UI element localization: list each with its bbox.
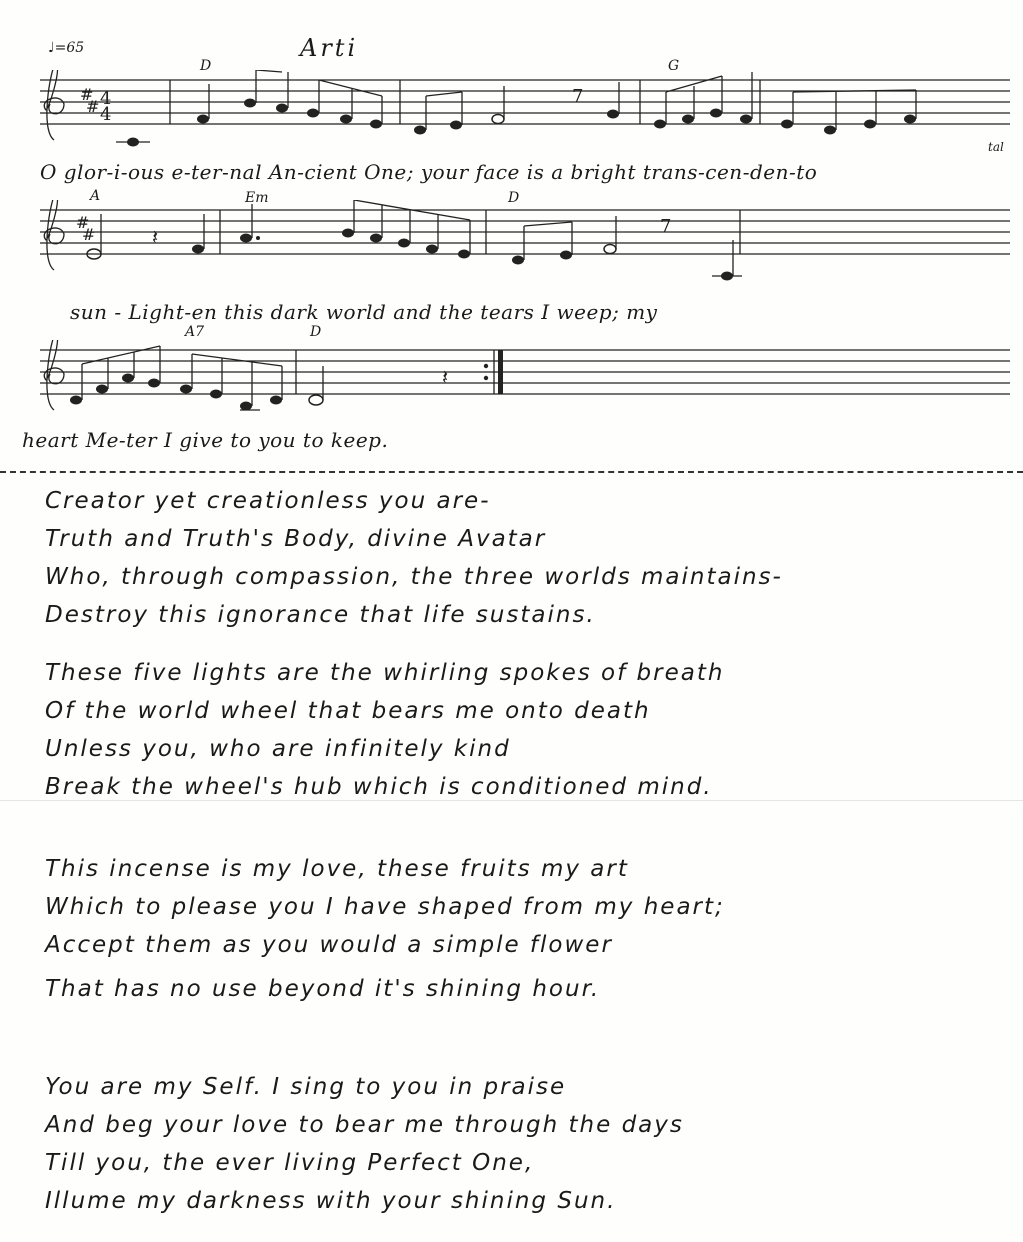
lyric-fragment: tal <box>988 140 1004 154</box>
verse-line: That has no use beyond it's shining hour. <box>45 976 601 1002</box>
verse-line: This incense is my love, these fruits my art <box>45 856 629 882</box>
song-title: Arti <box>300 34 359 62</box>
verse-line: And beg your love to bear me through the days <box>45 1112 684 1138</box>
stanza-1 <box>45 482 783 634</box>
verse-line: Illume my darkness with your shining Sun. <box>45 1188 617 1214</box>
verse-line: You are my Self. I sing to you in praise <box>45 1074 567 1100</box>
svg-text:#: # <box>86 97 100 116</box>
svg-text:𝄽: 𝄽 <box>442 365 449 389</box>
lyrics-line-3: heart Me-ter I give to you to keep. <box>22 428 389 452</box>
svg-text:#: # <box>80 85 94 104</box>
verse-line: Truth and Truth's Body, divine Avatar <box>45 526 547 552</box>
verse-line: Till you, the ever living Perfect One, <box>45 1150 535 1176</box>
stanza-4 <box>45 1068 684 1220</box>
svg-text:7: 7 <box>660 216 672 237</box>
chord-symbol: Em <box>245 190 269 206</box>
stanza-2 <box>45 654 724 806</box>
verse-line: Creator yet creationless you are- <box>45 488 491 514</box>
lyrics-line-2: sun - Light-en this dark world and the tears I weep; my <box>70 300 658 324</box>
verse-line: Who, through compassion, the three worlds maintains- <box>45 564 783 590</box>
verse-line: These five lights are the whirling spokes of breath <box>45 660 725 686</box>
music-staff-1 <box>20 70 1020 160</box>
tempo-marking: ♩=65 <box>48 40 85 56</box>
verse-line: Of the world wheel that bears me onto death <box>45 698 651 724</box>
svg-text:4: 4 <box>100 104 112 125</box>
verse-line: Break the wheel's hub which is conditioned mind. <box>45 774 713 800</box>
verse-line: Destroy this ignorance that life sustains. <box>45 602 596 628</box>
lyrics-line-1: O glor-i-ous e-ter-nal An-cient One; your face is a bright trans-cen-den-to <box>40 160 818 184</box>
svg-text:𝄽: 𝄽 <box>152 225 159 249</box>
svg-text:4: 4 <box>100 88 112 109</box>
chord-symbol: D <box>200 58 212 74</box>
chord-symbol: A <box>90 188 101 204</box>
svg-text:7: 7 <box>572 86 584 107</box>
paper-fold-line <box>0 800 1023 801</box>
verse-line: Which to please you I have shaped from my heart; <box>45 894 725 920</box>
svg-text:#: # <box>82 225 96 244</box>
section-divider <box>0 471 1023 473</box>
chord-symbol: G <box>668 58 680 74</box>
svg-text:#: # <box>76 213 90 232</box>
music-staff-3 <box>20 340 1020 430</box>
verse-line: Accept them as you would a simple flower <box>45 932 613 958</box>
chord-symbol: A7 <box>185 324 205 340</box>
stanza-3 <box>45 850 725 1008</box>
music-staff-2 <box>20 200 1020 290</box>
verse-line: Unless you, who are infinitely kind <box>45 736 511 762</box>
chord-symbol: D <box>508 190 520 206</box>
chord-symbol: D <box>310 324 322 340</box>
